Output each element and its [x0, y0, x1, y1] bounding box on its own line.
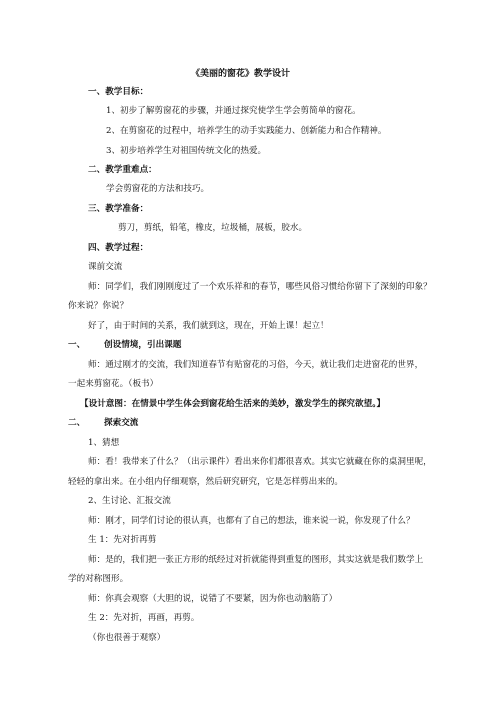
- focus-heading: 二、教学重难点：: [88, 165, 157, 175]
- student-line-2: 生 2：先对折，再画，再剪。: [88, 613, 200, 623]
- teacher-line-2b: 一起来剪窗花。（板书）: [68, 379, 159, 389]
- prep-text: 剪刀，剪纸，铅笔，橡皮，垃圾桶，展板，胶水。: [118, 223, 308, 233]
- page-title: 《美丽的窗花》教学设计: [191, 69, 291, 79]
- teacher-line-3b: 轻轻的拿出来。在小组内仔细观察，然后研究研究，它是怎样剪出来的。: [68, 477, 344, 487]
- teacher-line-4: 师：刚才，同学们讨论的很认真，也都有了自己的想法，谁来说一说，你发现了什么？: [88, 516, 415, 526]
- part2-number: 二、: [68, 418, 86, 428]
- design-intent: 【设计意图：在情景中学生体会到窗花给生活来的美妙，激发学生的探究欲望。】: [80, 399, 386, 409]
- student-line-1: 生 1：先对折再剪: [88, 535, 157, 545]
- prep-heading: 三、教学准备：: [88, 204, 149, 214]
- teacher-line-5a: 师：是的，我们把一张正方形的纸经过对折就能得到重复的图形，其实这就是我们数学上: [88, 555, 424, 565]
- guess-label: 1、猜想: [88, 438, 120, 448]
- teacher-line-1a: 师：同学们，我们刚刚度过了一个欢乐祥和的春节，哪些风俗习惯给你留下了深刻的印象？: [88, 282, 432, 292]
- goals-heading: 一、教学目标：: [88, 87, 149, 97]
- teacher-line-3a: 师：看！我带来了什么？（出示课件）看出来你们都很喜欢。其实它就藏在你的桌洞里呢，: [88, 457, 432, 467]
- process-heading: 四、教学过程：: [88, 243, 149, 253]
- part2-title: 探索交流: [104, 418, 139, 428]
- discuss-label: 2、生讨论、汇报交流: [88, 496, 171, 506]
- focus-text: 学会剪窗花的方法和技巧。: [106, 184, 210, 194]
- teacher-line-1c: 好了，由于时间的关系，我们就到这，现在，开始上课！起立！: [88, 321, 329, 331]
- teacher-line-1b: 你来说？你说？: [68, 301, 129, 311]
- part1-number: 一、: [68, 340, 86, 350]
- praise-note: （你也很善于观察）: [88, 633, 166, 643]
- teacher-line-5b: 学的对称图形。: [68, 574, 129, 584]
- goal-1: 1、初步了解剪窗花的步骤，并通过探究使学生学会剪简单的窗花。: [106, 106, 361, 116]
- teacher-line-6: 师：你真会观察（大胆的说，说错了不要紧，因为你也动脑筋了）: [88, 594, 338, 604]
- pre-class-label: 课前交流: [88, 262, 123, 272]
- goal-2: 2、在剪窗花的过程中，培养学生的动手实践能力、创新能力和合作精神。: [106, 126, 387, 136]
- teacher-line-2a: 师：通过刚才的交流，我们知道春节有贴窗花的习俗，今天，就让我们走进窗花的世界，: [88, 360, 424, 370]
- goal-3: 3、初步培养学生对祖国传统文化的热爱。: [106, 146, 267, 156]
- part1-title: 创设情境，引出课题: [104, 340, 182, 350]
